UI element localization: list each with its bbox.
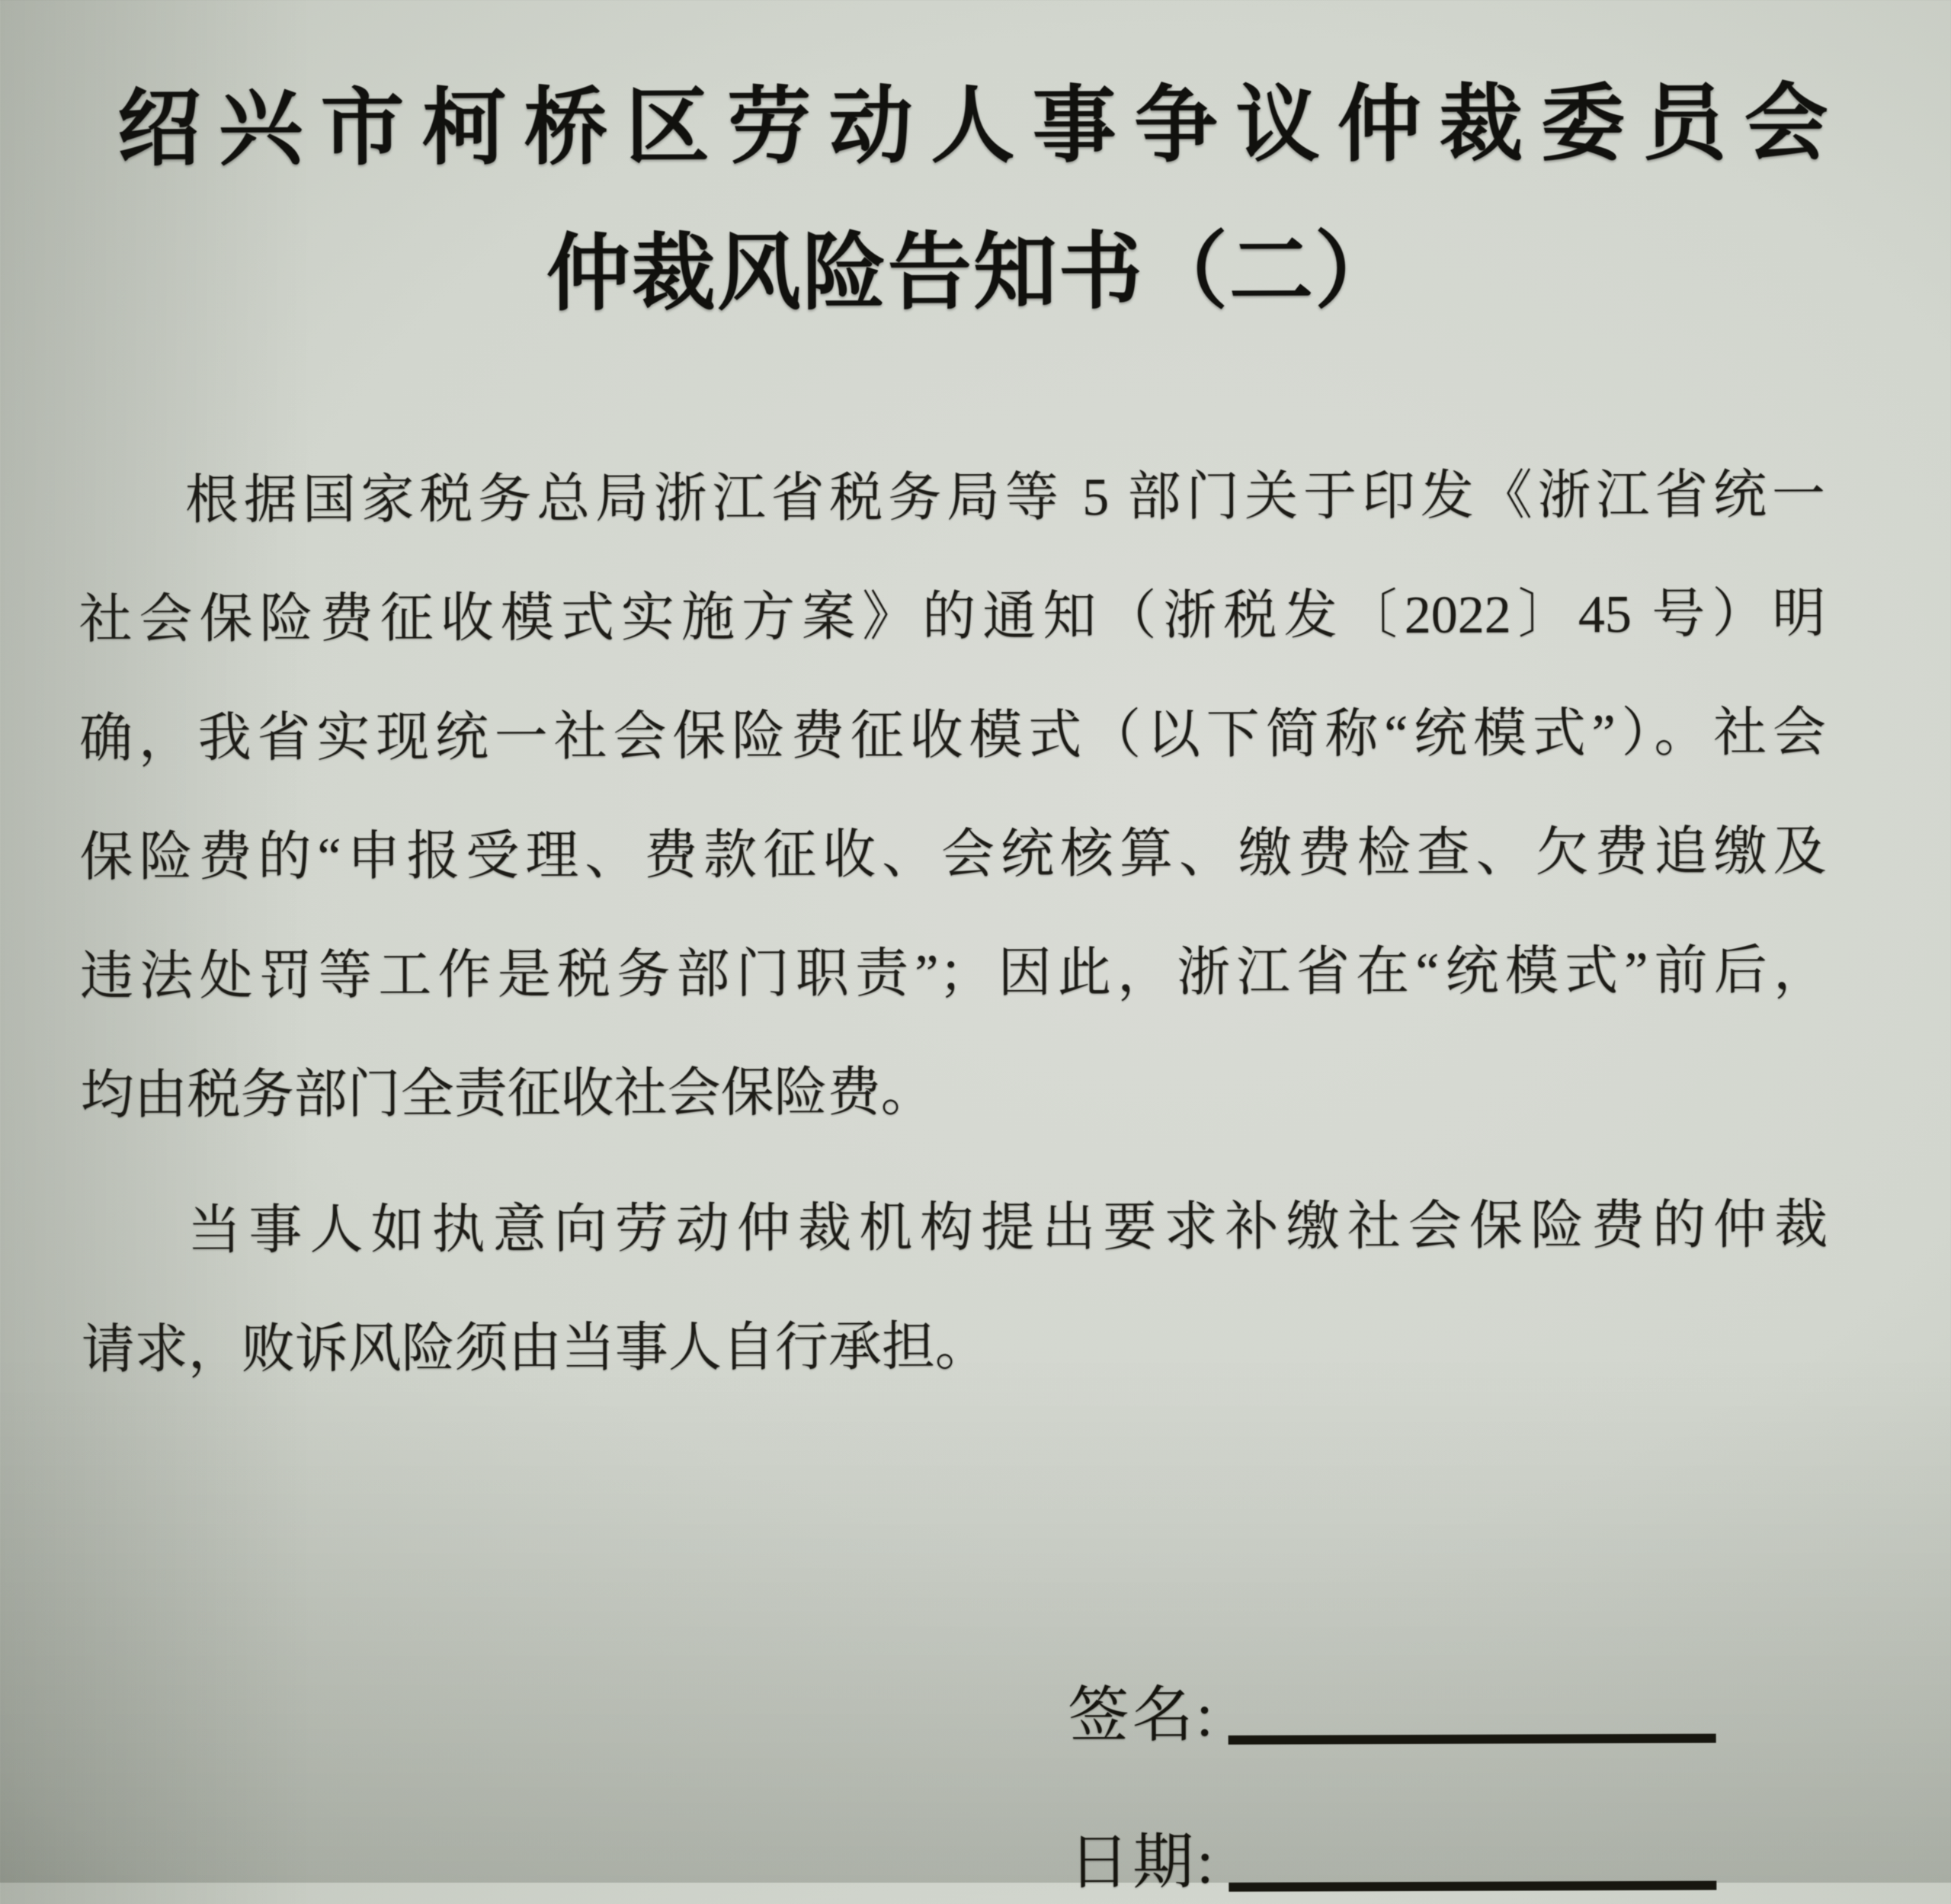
paragraph-1-line-3: 确，我省实现统一社会保险费征收模式（以下简称“统模式”）。社会 [79,674,1827,799]
signature-name-label: 签名: [1068,1682,1216,1750]
paragraph-1-line-6: 均由税务部门全责征收社会保险费。 [80,1031,1828,1156]
title-line-1: 绍兴市柯桥区劳动人事争议仲裁委员会 [117,50,1828,203]
paragraph-2-line-2: 请求，败诉风险须由当事人自行承担。 [82,1285,1829,1410]
signature-date-row [1068,1811,1717,1901]
document-body [78,436,1828,1410]
signature-name-line [1229,1734,1716,1745]
paragraph-1-line-1: 根据国家税务总局浙江省税务局等 5 部门关于印发《浙江省统一 [78,436,1826,561]
document-title [0,50,1949,350]
signature-name-row [1068,1664,1716,1754]
paragraph-1-line-5: 违法处罚等工作是税务部门职责”；因此，浙江省在“统模式”前后， [80,912,1828,1037]
paragraph-1-line-4: 保险费的“申报受理、费款征收、会统核算、缴费检查、欠费追缴及 [79,793,1827,918]
signature-date-label: 日期: [1068,1829,1217,1897]
paragraph-2-line-1: 当事人如执意向劳动仲裁机构提出要求补缴社会保险费的仲裁 [81,1166,1828,1291]
signature-block [1068,1664,1716,1901]
paragraph-1-line-2: 社会保险费征收模式实施方案》的通知（浙税发〔2022〕45 号）明 [78,555,1826,680]
title-line-2: 仲裁风险告知书（二） [0,197,1949,350]
